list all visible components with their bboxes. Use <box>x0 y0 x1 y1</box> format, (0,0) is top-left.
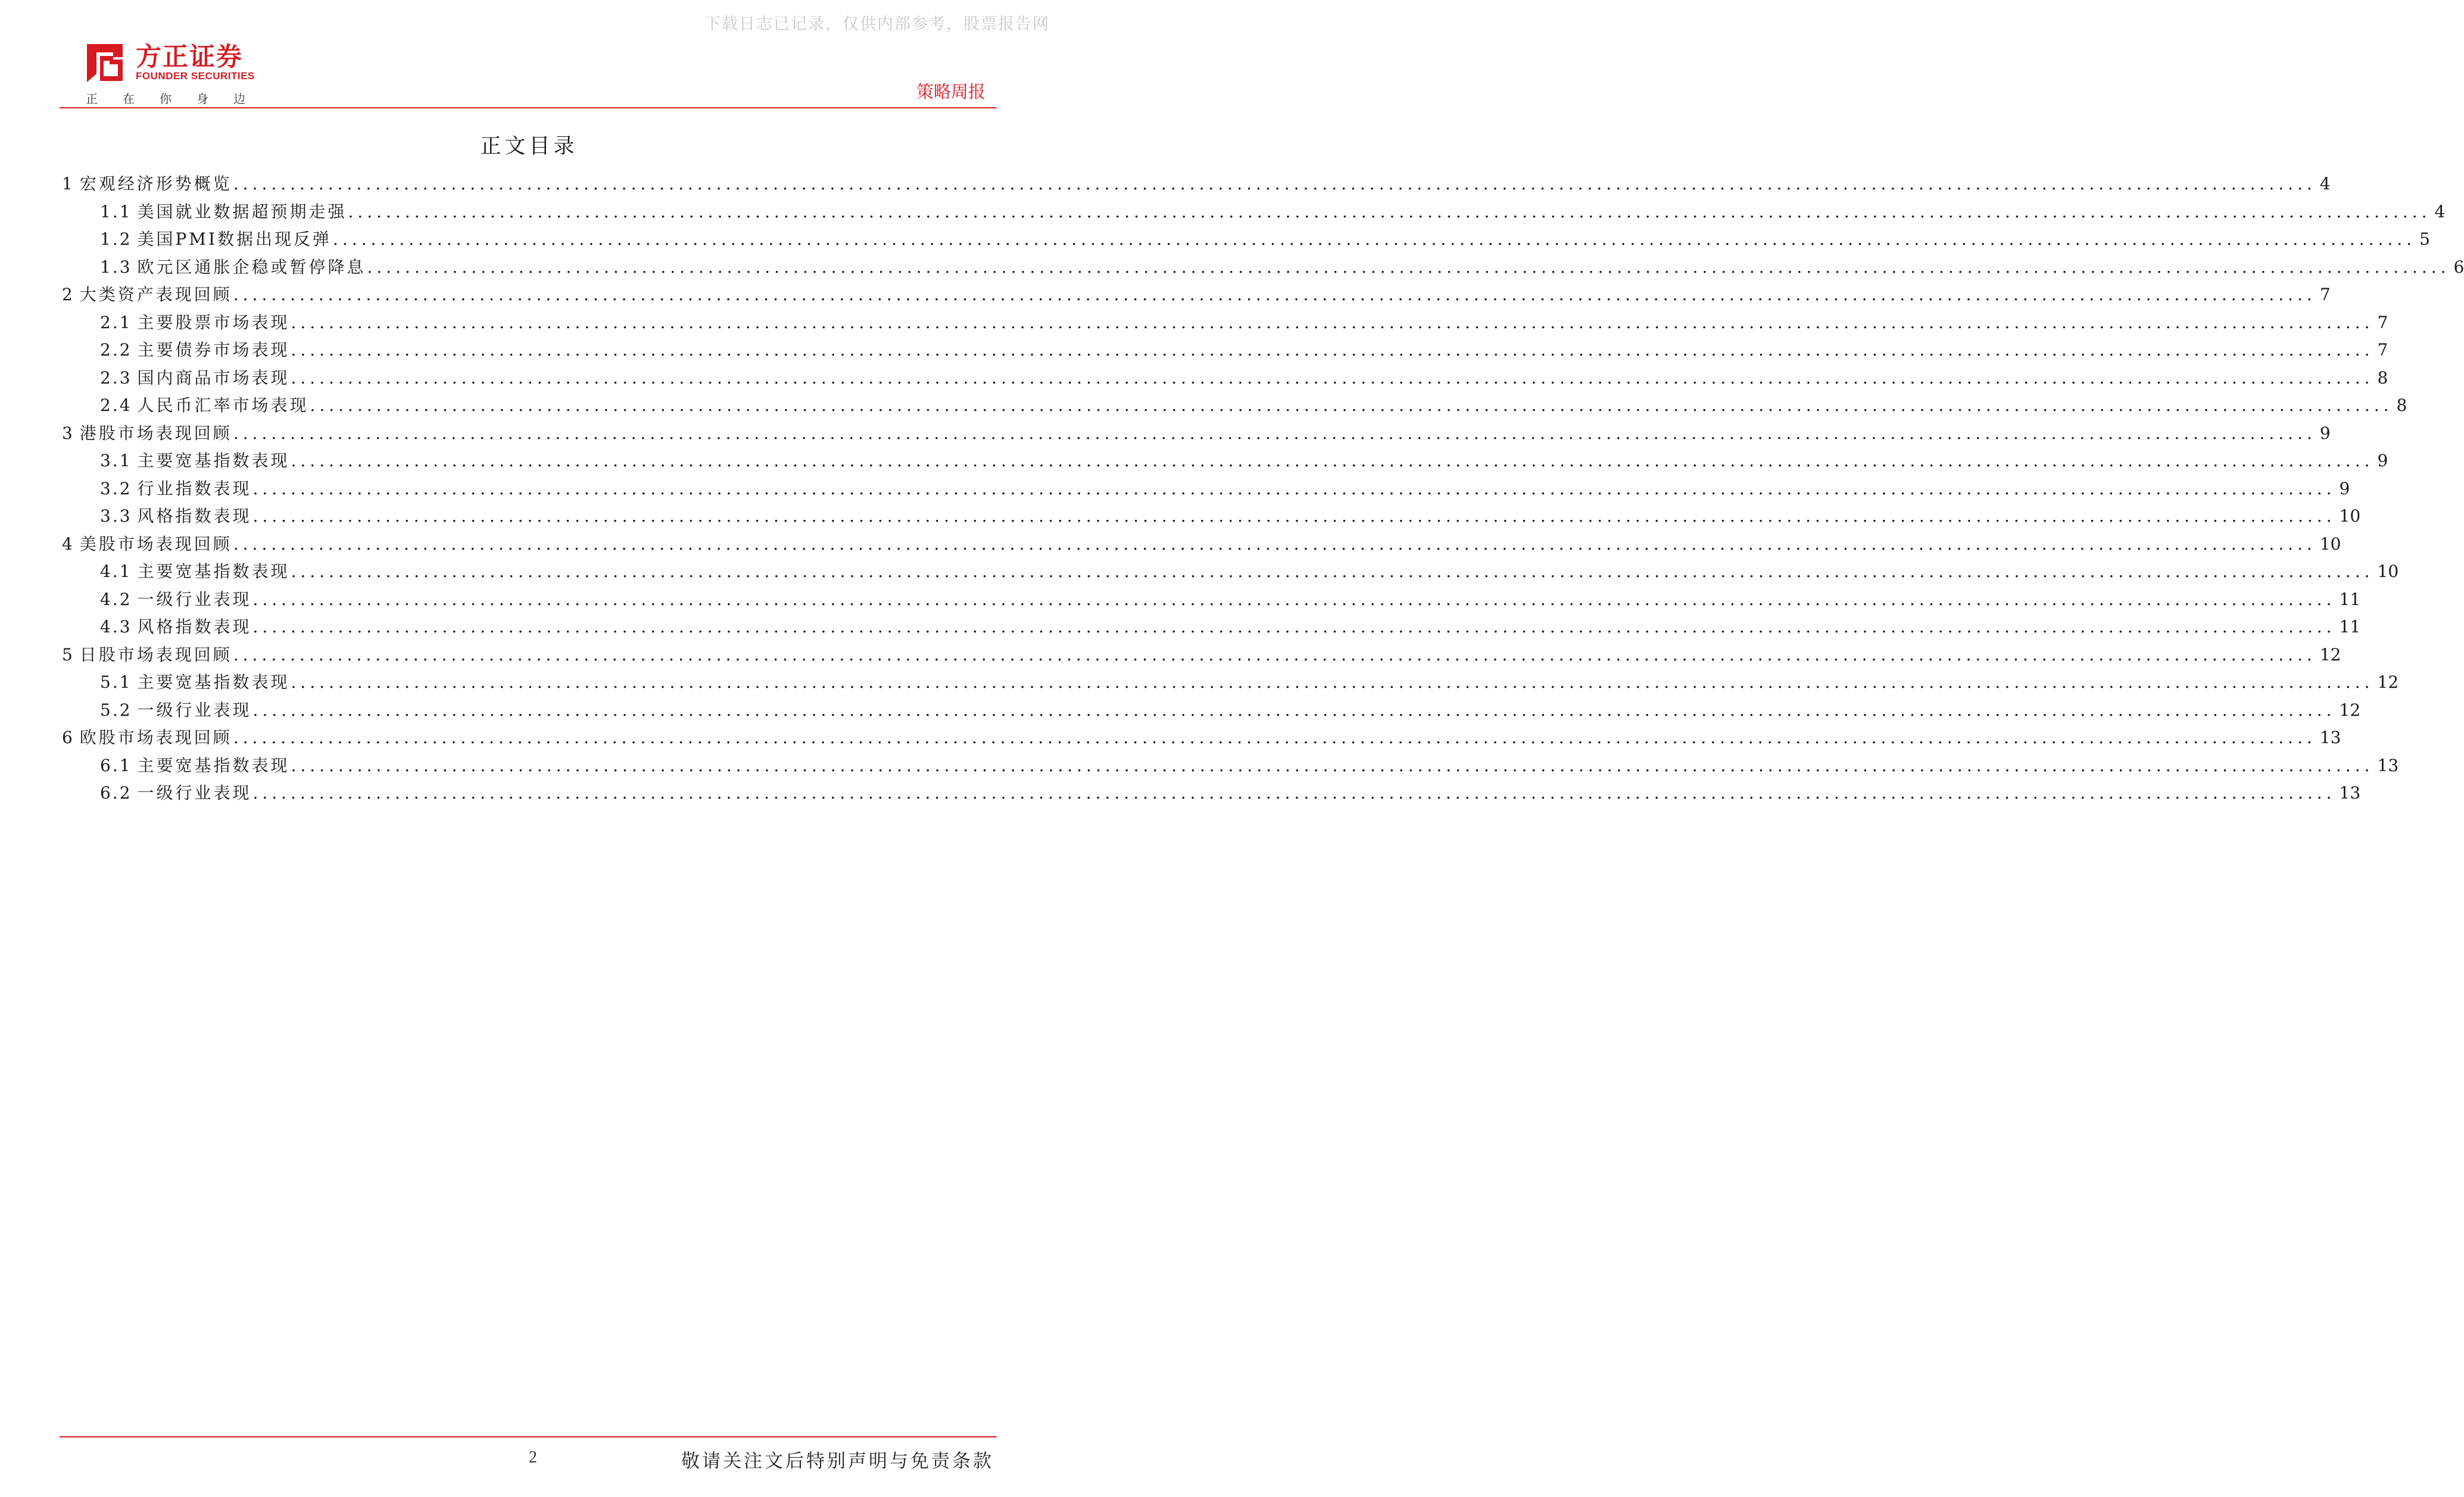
toc-entry-number: 6.2 <box>100 783 132 803</box>
toc-entry[interactable] <box>62 309 2388 337</box>
toc-entry[interactable] <box>62 752 2399 780</box>
toc-dot-leader: ............................................................................................................................................................................................................................ <box>291 755 2374 775</box>
toc-dot-leader: ............................................................................................................................................................................................................................ <box>291 562 2374 581</box>
toc-entry-label: 美国PMI数据出现反弹 <box>137 229 332 249</box>
toc-entry-page: 13 <box>2319 728 2341 747</box>
toc-entry-label: 主要债券市场表现 <box>137 340 290 360</box>
toc-dot-leader: ............................................................................................................................................................................................................................ <box>310 395 2393 415</box>
toc-entry-label: 美国就业数据超预期走强 <box>137 201 347 222</box>
logo-slogan: 正在你身边 <box>86 92 270 106</box>
toc-title: 正文目录 <box>480 135 578 158</box>
toc-entry-label: 主要宽基指数表现 <box>137 562 290 581</box>
founder-logo-icon <box>83 42 126 85</box>
toc-entry-label: 一级行业表现 <box>137 700 252 720</box>
toc-dot-leader: ............................................................................................................................................................................................................................ <box>252 617 2336 637</box>
toc-entry-label: 行业指数表现 <box>137 478 252 498</box>
toc-entry-page: 9 <box>2377 451 2388 470</box>
toc-dot-leader: ............................................................................................................................................................................................................................ <box>367 257 2450 277</box>
toc-dot-leader: ............................................................................................................................................................................................................................ <box>291 672 2374 692</box>
toc-dot-leader: ............................................................................................................................................................................................................................ <box>233 534 2316 554</box>
toc-entry[interactable] <box>62 613 2361 641</box>
toc-entry-page: 7 <box>2319 285 2331 304</box>
toc-entry-number: 2.1 <box>100 312 132 332</box>
toc-entry-page: 7 <box>2377 340 2388 360</box>
toc-entry-number: 5 <box>62 644 74 665</box>
toc-entry-number: 3.2 <box>100 478 132 498</box>
company-logo <box>83 36 270 107</box>
toc-entry-label: 一级行业表现 <box>137 589 252 609</box>
toc-entry[interactable] <box>62 697 2361 725</box>
download-watermark: 下载日志已记录，仅供内部参考，股票报告网 <box>704 15 1050 33</box>
toc-entry[interactable] <box>62 392 2407 420</box>
toc-entry[interactable] <box>62 336 2388 364</box>
toc-entry-page: 8 <box>2377 367 2388 388</box>
logo-english-name: FOUNDER SECURITIES <box>136 70 255 82</box>
toc-entry[interactable] <box>62 641 2341 669</box>
toc-entry[interactable] <box>62 586 2361 614</box>
toc-entry-number: 6.1 <box>100 755 132 775</box>
toc-entry-label: 日股市场表现回顾 <box>79 644 232 665</box>
toc-entry[interactable] <box>62 669 2399 697</box>
toc-entry[interactable] <box>62 779 2361 807</box>
toc-dot-leader: ............................................................................................................................................................................................................................ <box>252 478 2336 498</box>
toc-entry-number: 2.3 <box>100 367 132 388</box>
toc-entry-page: 11 <box>2339 589 2361 609</box>
toc-entry-number: 3 <box>62 423 74 443</box>
toc-entry-page: 4 <box>2319 174 2331 194</box>
toc-entry-label: 港股市场表现回顾 <box>79 423 232 443</box>
toc-entry-label: 主要宽基指数表现 <box>137 755 290 775</box>
toc-entry[interactable] <box>62 281 2331 309</box>
toc-dot-leader: ............................................................................................................................................................................................................................ <box>252 783 2336 803</box>
disclaimer-note: 敬请关注文后特别声明与免责条款 <box>681 1451 994 1472</box>
toc-entry-page: 9 <box>2339 478 2350 498</box>
toc-entry[interactable] <box>62 364 2388 392</box>
toc-entry[interactable] <box>62 531 2341 559</box>
toc-entry-label: 欧股市场表现回顾 <box>79 728 232 747</box>
toc-entry-label: 主要股票市场表现 <box>137 312 290 332</box>
toc-entry-number: 1 <box>62 174 74 194</box>
toc-entry-label: 宏观经济形势概览 <box>79 174 232 194</box>
toc-entry[interactable] <box>62 226 2430 254</box>
footer-divider <box>60 1436 997 1437</box>
toc-entry-page: 12 <box>2319 644 2341 665</box>
toc-dot-leader: ............................................................................................................................................................................................................................ <box>252 589 2336 609</box>
toc-dot-leader: ............................................................................................................................................................................................................................ <box>333 229 2416 249</box>
toc-entry-page: 12 <box>2339 700 2361 720</box>
toc-entry-page: 9 <box>2319 423 2331 443</box>
table-of-contents <box>62 170 2464 807</box>
toc-dot-leader: ............................................................................................................................................................................................................................ <box>291 451 2374 470</box>
toc-entry[interactable] <box>62 420 2331 448</box>
toc-entry-number: 1.1 <box>100 201 132 222</box>
toc-entry-page: 10 <box>2377 562 2399 581</box>
toc-dot-leader: ............................................................................................................................................................................................................................ <box>233 285 2316 304</box>
toc-entry[interactable] <box>62 558 2399 586</box>
toc-entry-number: 2 <box>62 285 74 304</box>
toc-dot-leader: ............................................................................................................................................................................................................................ <box>233 728 2316 747</box>
logo-chinese-name: 方正证券 <box>136 42 243 72</box>
toc-entry[interactable] <box>62 254 2464 282</box>
toc-entry-number: 1.3 <box>100 257 132 277</box>
toc-entry-label: 主要宽基指数表现 <box>137 672 290 692</box>
toc-entry[interactable] <box>62 724 2341 752</box>
toc-entry-page: 13 <box>2339 783 2361 803</box>
toc-entry-number: 4.3 <box>100 617 132 637</box>
toc-entry-number: 5.2 <box>100 700 132 720</box>
toc-dot-leader: ............................................................................................................................................................................................................................ <box>252 700 2336 720</box>
toc-entry-number: 2.2 <box>100 340 132 360</box>
toc-entry-page: 8 <box>2396 395 2407 415</box>
toc-entry-number: 6 <box>62 728 74 747</box>
report-type-label: 策略周报 <box>916 82 985 102</box>
toc-entry-page: 5 <box>2419 229 2430 249</box>
toc-entry-number: 4.2 <box>100 589 132 609</box>
toc-dot-leader: ............................................................................................................................................................................................................................ <box>252 506 2336 526</box>
toc-entry-label: 主要宽基指数表现 <box>137 451 290 470</box>
page-number: 2 <box>529 1448 537 1467</box>
toc-entry-page: 4 <box>2434 201 2446 222</box>
toc-entry-number: 5.1 <box>100 672 132 692</box>
toc-entry[interactable] <box>62 475 2350 503</box>
toc-entry-label: 欧元区通胀企稳或暂停降息 <box>137 257 366 277</box>
toc-entry-page: 12 <box>2377 672 2399 692</box>
toc-entry-page: 6 <box>2453 257 2464 277</box>
toc-entry-number: 3.3 <box>100 506 132 526</box>
toc-entry[interactable] <box>62 503 2361 531</box>
toc-entry-number: 1.2 <box>100 229 132 249</box>
toc-entry[interactable] <box>62 447 2388 475</box>
toc-entry-number: 2.4 <box>100 395 132 415</box>
toc-entry-page: 13 <box>2377 755 2399 775</box>
toc-entry-page: 11 <box>2339 617 2361 637</box>
toc-entry-label: 风格指数表现 <box>137 506 252 526</box>
toc-entry-label: 大类资产表现回顾 <box>79 285 232 304</box>
toc-entry-page: 10 <box>2339 506 2361 526</box>
toc-entry-page: 10 <box>2319 534 2341 554</box>
toc-dot-leader: ............................................................................................................................................................................................................................ <box>348 201 2431 222</box>
toc-entry-label: 美股市场表现回顾 <box>79 534 232 554</box>
toc-entry-page: 7 <box>2377 312 2388 332</box>
header-divider <box>60 107 997 108</box>
toc-dot-leader: ............................................................................................................................................................................................................................ <box>233 423 2316 443</box>
toc-dot-leader: ............................................................................................................................................................................................................................ <box>233 174 2316 194</box>
toc-entry-label: 一级行业表现 <box>137 783 252 803</box>
toc-entry[interactable] <box>62 198 2446 226</box>
toc-dot-leader: ............................................................................................................................................................................................................................ <box>233 644 2316 665</box>
toc-entry-label: 国内商品市场表现 <box>137 367 290 388</box>
toc-dot-leader: ............................................................................................................................................................................................................................ <box>291 312 2374 332</box>
toc-entry[interactable] <box>62 170 2331 198</box>
toc-entry-label: 人民币汇率市场表现 <box>137 395 309 415</box>
toc-entry-label: 风格指数表现 <box>137 617 252 637</box>
toc-entry-number: 4 <box>62 534 74 554</box>
toc-entry-number: 3.1 <box>100 451 132 470</box>
toc-dot-leader: ............................................................................................................................................................................................................................ <box>291 340 2374 360</box>
toc-dot-leader: ............................................................................................................................................................................................................................ <box>291 367 2374 388</box>
toc-entry-number: 4.1 <box>100 562 132 581</box>
